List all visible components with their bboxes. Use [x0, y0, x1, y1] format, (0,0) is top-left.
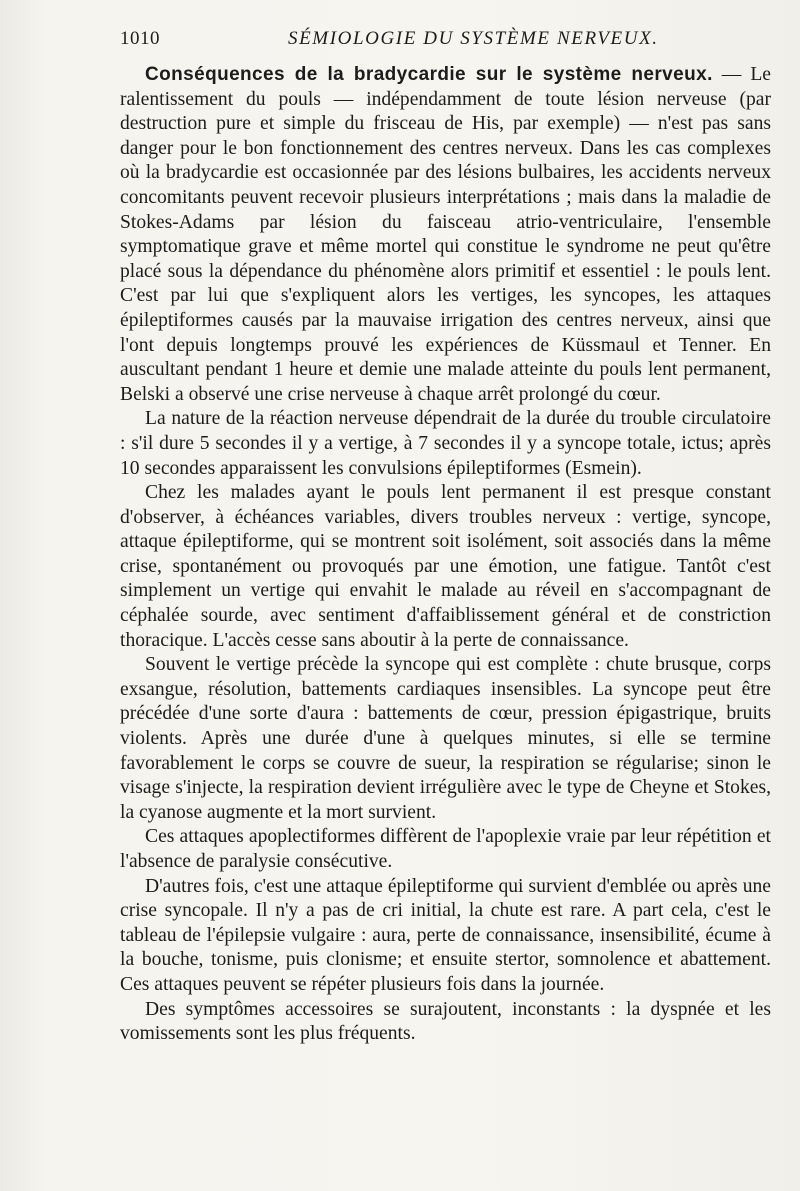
paragraph-2: La nature de la réaction nerveuse dépendrait de la durée du trouble circulatoire : s'il dure 5 secondes il y a vertige, à 7 secondes il y a syncope totale, ictus; après 10 secondes apparaissent les convulsions épileptiformes (Esmein). — [120, 408, 771, 479]
paragraph-5: Ces attaques apoplectiformes diffèrent de l'apoplexie vraie par leur répétition et l'absence de paralysie consécutive. — [120, 826, 771, 872]
page-number: 1010 — [120, 28, 160, 49]
running-title: SÉMIOLOGIE DU SYSTÈME NERVEUX. — [288, 28, 659, 49]
paragraph-3: Chez les malades ayant le pouls lent permanent il est presque constant d'observer, à échéances variables, divers troubles nerveux : vertige, syncope, attaque épileptiforme, qui se montrent soit isolément, soit associés dans la même crise, spontanément ou provoqués par une émotion, une fatigue. Tantôt c'est simplement un vertige qui envahit le malade au réveil en s'accompagnant de céphalée sourde, avec sentiment d'affaiblissement général et de constriction thoracique. L'accès cesse sans aboutir à la perte de connaissance. — [120, 482, 771, 651]
body-text — [120, 63, 771, 1047]
paragraph-4: Souvent le vertige précède la syncope qui est complète : chute brusque, corps exsangue, résolution, battements cardiaques insensibles. La syncope peut être précédée d'une sorte d'aura : battements de cœur, pression épigastrique, bruits violents. Après une durée d'une à quelques minutes, si elle se termine favorablement le corps se couvre de sueur, la respiration se régularise; sinon le visage s'injecte, la respiration devient irrégulière avec le type de Cheyne et Stokes, la cyanose augmente et la mort survient. — [120, 654, 771, 823]
paragraph-6: D'autres fois, c'est une attaque épileptiforme qui survient d'emblée ou après une crise syncopale. Il n'y a pas de cri initial, la chute est rare. A part cela, c'est le tableau de l'épilepsie vulgaire : aura, perte de connaissance, insensibilité, écume à la bouche, tonisme, puis clonisme; et ensuite stertor, somnolence et abattement. Ces attaques peuvent se répéter plusieurs fois dans la journée. — [120, 875, 771, 995]
page-header — [120, 28, 780, 58]
paragraph-1 — [120, 63, 771, 407]
section-heading: Conséquences de la bradycardie sur le système nerveux. — [145, 64, 713, 85]
paragraph-7: Des symptômes accessoires se surajoutent, inconstants : la dyspnée et les vomissements sont les plus fréquents. — [120, 998, 771, 1045]
paragraph-1-text: — Le ralentissement du pouls — indépendamment de toute lésion nerveuse (par destruction pure et simple du frisceau de His, par exemple) — n'est pas sans danger pour le bon fonctionnement des centres nerveux. Dans les cas complexes où la bradycardie est occasionnée par des lésions bulbaires, les accidents nerveux concomitants peuvent recevoir plusieurs interprétations ; mais dans la maladie de Stokes-Adams par lésion du faisceau atrio-ventriculaire, l'ensemble symptomatique grave et même mortel qui constitue le syndrome ne peut qu'être placé sous la dépendance du phénomène alors primitif et essentiel : le pouls lent. C'est par lui que s'expliquent alors les vertiges, les syncopes, les attaques épileptiformes causés par la mauvaise irrigation des centres nerveux, ainsi que l'ont depuis longtemps prouvé les expériences de Küssmaul et Tenner. En auscultant pendant 1 heure et demie une malade atteinte du pouls lent permanent, Belski a observé une crise nerveuse à chaque arrêt prolongé du cœur. — [120, 64, 772, 405]
